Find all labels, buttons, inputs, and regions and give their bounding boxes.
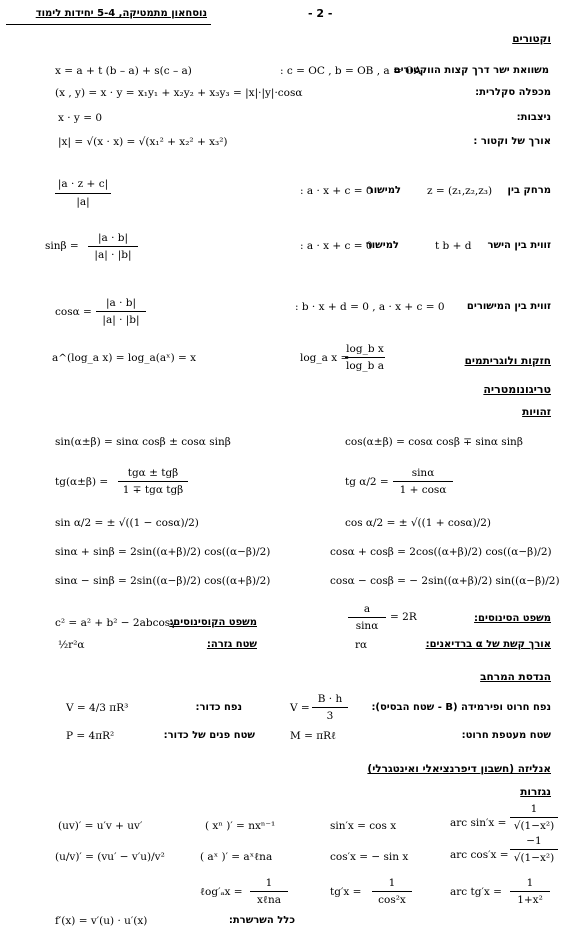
- d-arctg-denominator: 1+x²: [517, 894, 543, 906]
- label-scalar-product: מכפלה סקלרית:: [475, 87, 551, 98]
- d-arccos-bar: [510, 849, 558, 850]
- label-cone-pyramid: נפח חרוט ופירמידה (B - שטח הבסיס):: [371, 702, 551, 713]
- sinb-numerator: |a · b|: [97, 232, 129, 244]
- d-arcsin-denominator: √(1−x²): [513, 820, 555, 832]
- d-log-bar: [250, 891, 288, 892]
- tg-half-bar: [393, 481, 453, 482]
- formula-chain-rule: f′(x) = v′(u) · u′(x): [55, 915, 148, 927]
- d-arccos-denominator: √(1−x²): [513, 852, 555, 864]
- formula-sector: ½r²α: [58, 639, 85, 651]
- d-tg-lhs: tg′x =: [330, 886, 362, 898]
- dist-point: z = (z₁,z₂,z₃): [427, 185, 493, 197]
- dist-denominator: |a|: [76, 196, 90, 208]
- d-log-lhs: ℓog′ₐx =: [200, 886, 243, 898]
- dist-numerator: |a · z + c|: [57, 178, 109, 190]
- sine-law-numerator: a: [363, 603, 371, 615]
- sine-law-bar: [348, 617, 386, 618]
- formula-sphere-volume: V = 4/3 πR³: [66, 702, 129, 714]
- label-sine-law: משפט הסינוסים:: [474, 613, 551, 624]
- section-vectors: וקטורים: [512, 33, 551, 45]
- formula-arc: rα: [355, 639, 368, 651]
- formula-sin-plus: sinα + sinβ = 2sin((α+β)/2) cos((α−β)/2): [55, 546, 271, 558]
- label-sphere-surface: שטח פנים של כדור:: [163, 730, 255, 741]
- formula-log-power: a^(log_a x) = log_a(aˣ) = x: [52, 352, 197, 364]
- d-tg-bar: [372, 891, 412, 892]
- cone-vol-bar: [312, 707, 348, 708]
- label-sphere-volume: נפח כדור:: [195, 702, 242, 713]
- formula-cosine-law: c² = a² + b² − 2abcosγ: [55, 617, 177, 629]
- cosa-lhs: cosα =: [55, 306, 92, 318]
- section-exp-log: חזקות ולוגריתמים: [464, 355, 551, 367]
- formula-cone-lateral: M = πRℓ: [290, 730, 337, 742]
- d-arccos-lhs: arc cos′x =: [450, 849, 509, 861]
- d-arcsin-numerator: 1: [530, 803, 538, 815]
- formula-line: x = a + t (b – a) + s(c – a): [55, 65, 192, 77]
- section-derivatives: נגזרות: [520, 786, 551, 798]
- formula-perpendicular: x · y = 0: [58, 112, 103, 124]
- label-vector-length: אורך של וקטור :: [473, 136, 551, 147]
- section-solid-geometry: הנדסת המרחב: [480, 671, 551, 683]
- label-to-plane-2: למישור: [365, 240, 399, 251]
- angle-lp-plane: : a · x + c = 0: [300, 240, 373, 252]
- label-to-plane-1: למישור: [367, 185, 401, 196]
- tg-half-denominator: 1 + cosα: [399, 484, 447, 496]
- sinb-denominator: |a| · |b|: [94, 249, 132, 261]
- label-distance: מרחק בין: [507, 185, 551, 196]
- cone-vol-denominator: 3: [326, 710, 334, 722]
- formula-length: |x| = √(x · x) = √(x₁² + x₂² + x₃²): [58, 136, 228, 148]
- tg-sum-bar: [118, 481, 188, 482]
- sine-law-rhs: = 2R: [390, 611, 417, 623]
- section-trig: טריגונומטריה: [483, 383, 551, 396]
- d-log-numerator: 1: [265, 877, 273, 889]
- formula-cos-minus: cosα − cosβ = − 2sin((α+β)/2) sin((α−β)/2): [330, 575, 560, 587]
- formula-dot-product: (x , y) = x · y = x₁y₁ + x₂y₂ + x₃y₃ = |x|·|y|·cosα: [55, 87, 303, 99]
- tg-half-numerator: sinα: [411, 467, 435, 479]
- cosa-numerator: |a · b|: [105, 297, 137, 309]
- formula-vector-points: : c = OC , b = OB , a = OA: [280, 65, 422, 77]
- formula-sin-minus: sinα − sinβ = 2sin((α−β)/2) cos((α+β)/2): [55, 575, 271, 587]
- formula-d-sin: sin′x = cos x: [330, 820, 397, 832]
- d-arcsin-bar: [510, 817, 558, 818]
- section-identities: זהויות: [522, 406, 551, 418]
- formula-d-power: ( xⁿ )′ = nxⁿ⁻¹: [205, 820, 276, 832]
- formula-cos-half: cos α/2 = ± √((1 + cosα)/2): [345, 517, 491, 529]
- formula-d-product: (uv)′ = u′v + uv′: [58, 820, 143, 832]
- label-angle-line-plane: זווית בין הישר: [487, 240, 551, 251]
- formula-cos-sum: cos(α±β) = cosα cosβ ∓ sinα sinβ: [345, 436, 523, 448]
- formula-sphere-surface: P = 4πR²: [66, 730, 115, 742]
- tg-sum-numerator: tgα ± tgβ: [127, 467, 179, 479]
- formula-cos-plus: cosα + cosβ = 2cos((α+β)/2) cos((α−β)/2): [330, 546, 552, 558]
- log-change-denominator: log_b a: [346, 360, 384, 372]
- cone-vol-numerator: B · h: [317, 693, 343, 705]
- label-cone-lateral: שטח מעטפת חרוט:: [461, 730, 551, 741]
- tg-half-lhs: tg α/2 =: [345, 476, 389, 488]
- formula-d-cos: cos′x = − sin x: [330, 851, 409, 863]
- label-sector-area: שטח גזרה:: [206, 639, 257, 650]
- log-change-numerator: log_b x: [346, 343, 384, 355]
- label-angle-planes: זווית בין המישורים: [466, 301, 551, 312]
- tg-sum-denominator: 1 ∓ tgα tgβ: [122, 484, 184, 496]
- header-rule: [6, 24, 211, 25]
- label-arc-length: אורך קשת של α ברדיאנים:: [425, 639, 551, 650]
- d-arcsin-lhs: arc sin′x =: [450, 817, 507, 829]
- d-arccos-numerator: −1: [526, 835, 542, 847]
- log-change-lhs: log_a x =: [300, 352, 350, 364]
- d-arctg-numerator: 1: [526, 877, 534, 889]
- log-change-bar: [345, 357, 385, 358]
- dist-plane: : a · x + c = 0: [300, 185, 373, 197]
- d-arctg-bar: [510, 891, 550, 892]
- d-arctg-lhs: arc tg′x =: [450, 886, 502, 898]
- d-log-denominator: xℓna: [257, 894, 281, 906]
- label-line-through: משוואת ישר דרך קצות הווקטורים: [393, 65, 549, 76]
- planes-equations: : b · x + d = 0 , a · x + c = 0: [295, 301, 445, 313]
- sinb-bar: [88, 246, 138, 247]
- d-tg-numerator: 1: [388, 877, 396, 889]
- formula-d-quotient: (u/v)′ = (vu′ − v′u)/v²: [55, 851, 165, 863]
- formula-d-exp: ( aˣ )′ = aˣℓna: [200, 851, 273, 863]
- cosa-denominator: |a| · |b|: [102, 314, 140, 326]
- formula-sin-half: sin α/2 = ± √((1 − cosα)/2): [55, 517, 199, 529]
- section-analysis: אנליזה (חשבון דיפרנציאלי ואינטגרלי): [367, 763, 551, 775]
- d-tg-denominator: cos²x: [378, 894, 406, 906]
- formula-sin-sum: sin(α±β) = sinα cosβ ± cosα sinβ: [55, 436, 231, 448]
- sinb-lhs: sinβ =: [45, 240, 79, 252]
- label-perpendicular: ניצבות:: [516, 112, 551, 123]
- cone-vol-lhs: V =: [290, 702, 310, 714]
- dist-fraction-bar: [55, 193, 111, 194]
- header-title: נוסחאון מתמטיקה, 5-4 יחידות לימוד: [35, 8, 207, 19]
- cosa-bar: [96, 311, 146, 312]
- label-cosine-law: משפט הקוסינוסים:: [169, 617, 257, 628]
- label-chain-rule: כלל השרשרת:: [228, 915, 295, 926]
- tg-sum-lhs: tg(α±β) =: [55, 476, 109, 488]
- sine-law-denominator: sinα: [355, 620, 379, 632]
- page-number: - 2 -: [308, 7, 333, 20]
- angle-lp-line: t b + d: [435, 240, 472, 252]
